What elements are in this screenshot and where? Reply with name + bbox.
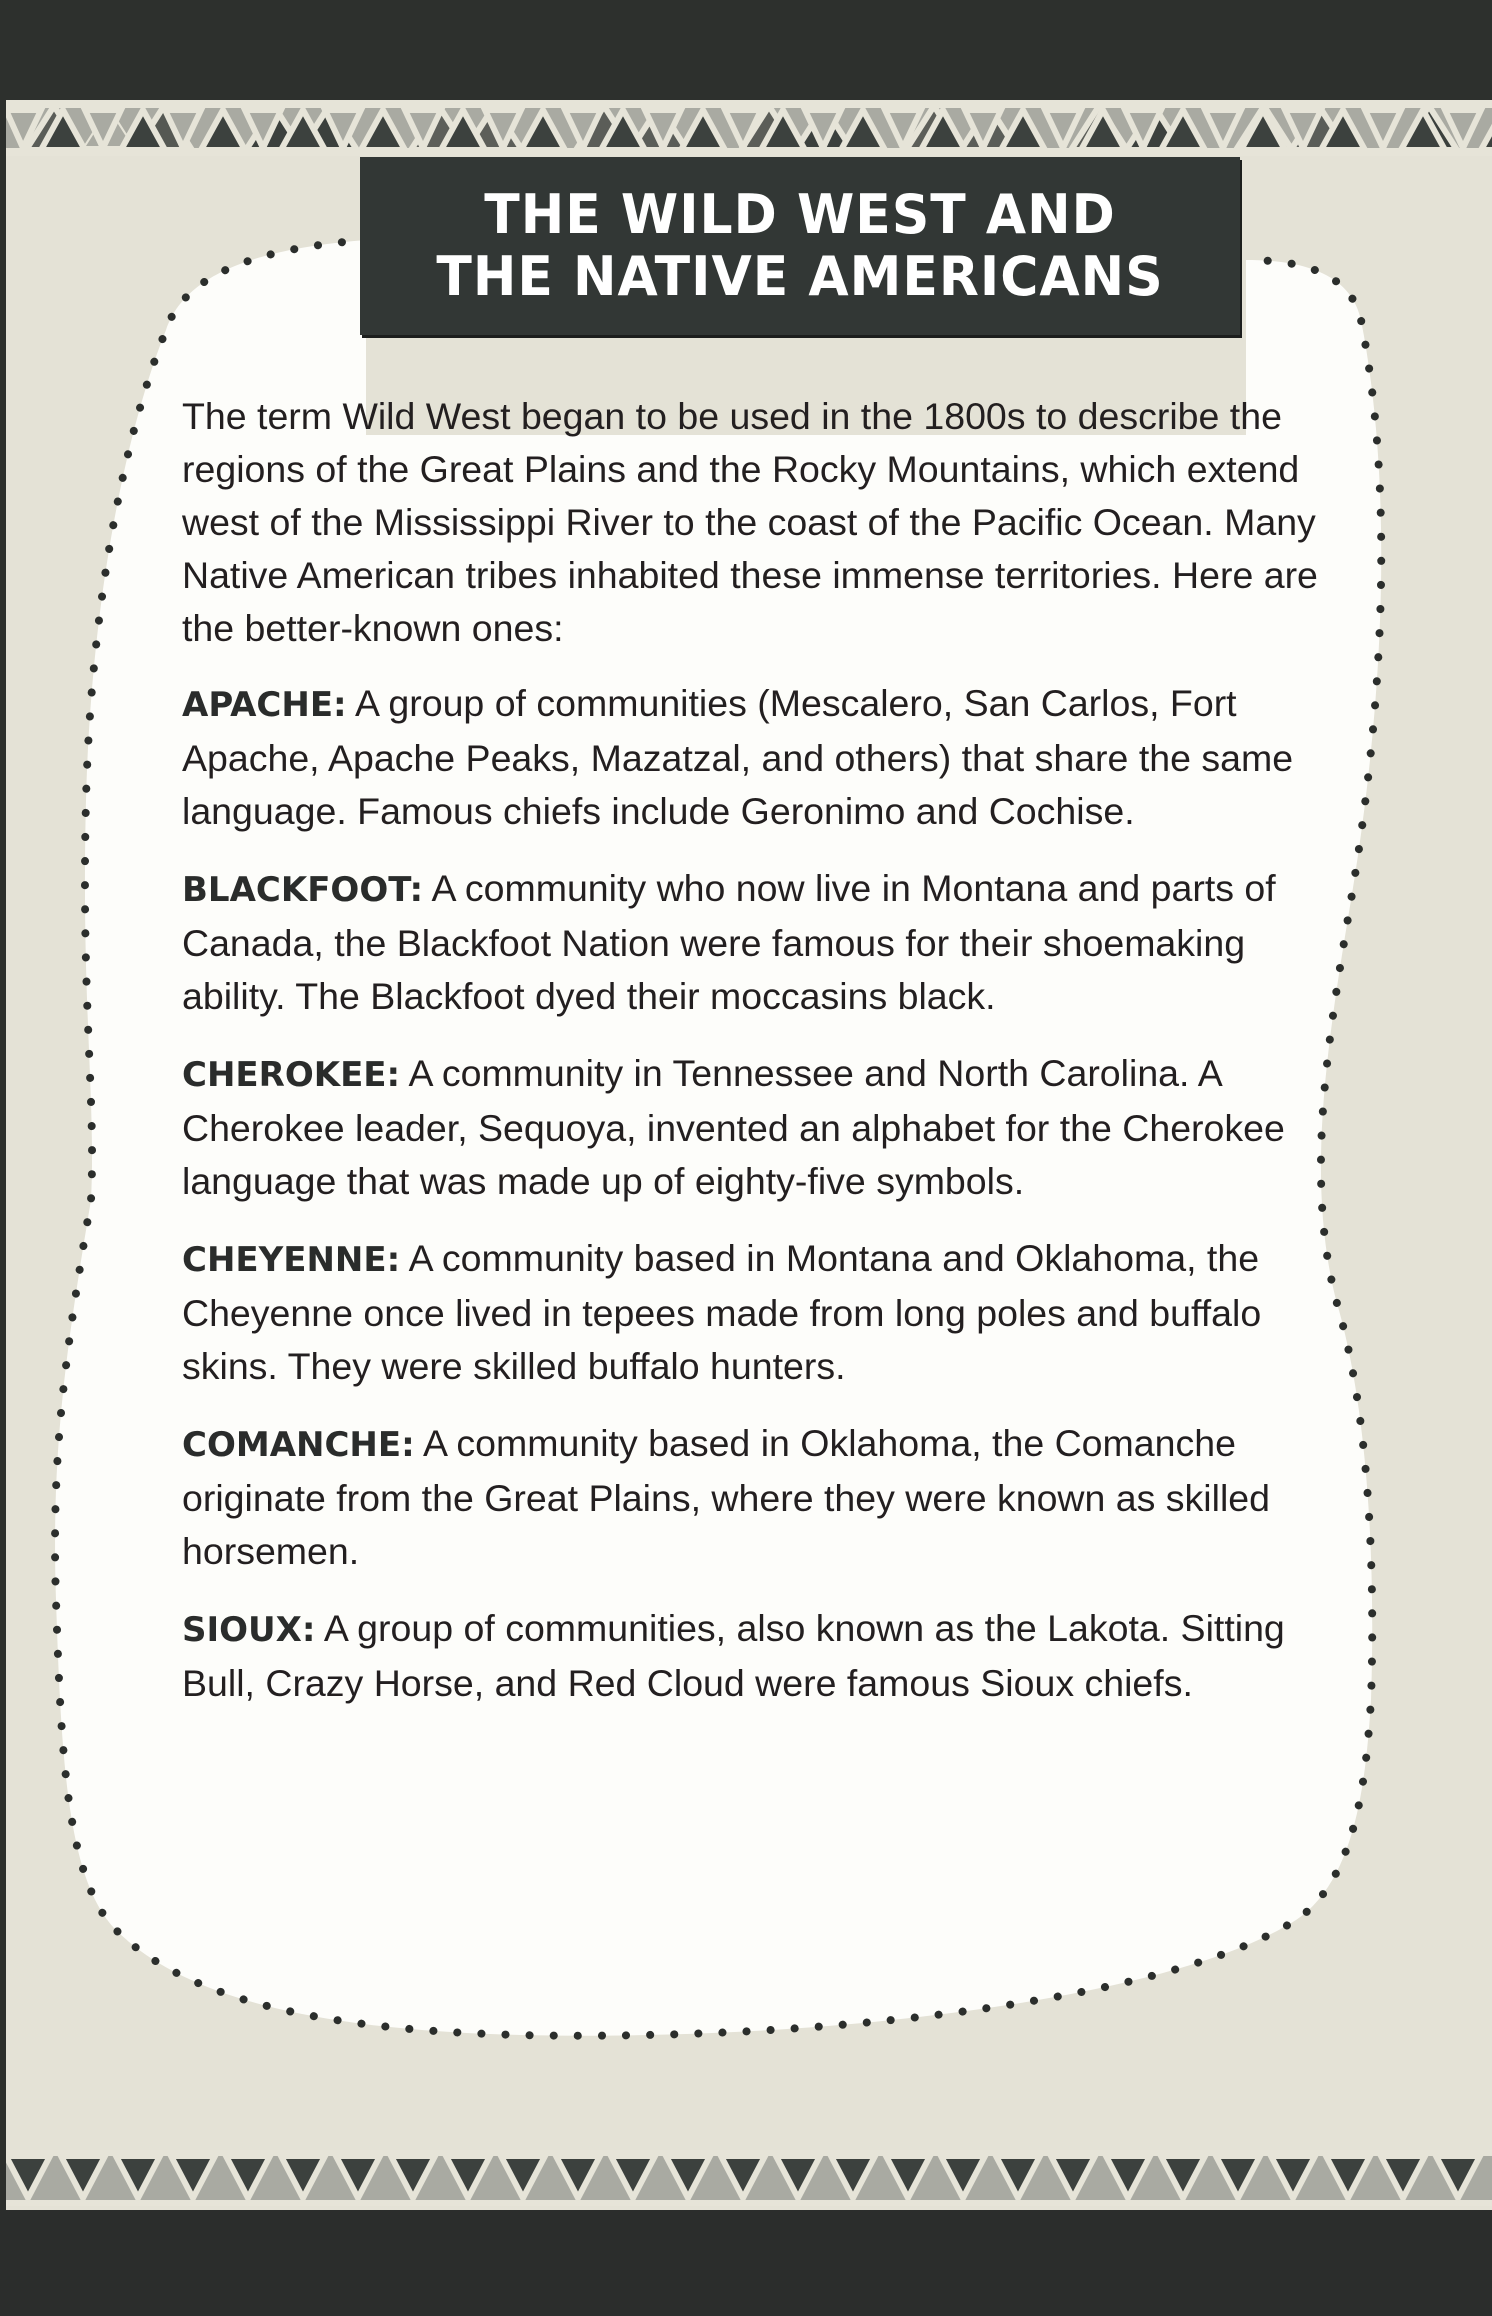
tribe-name: COMANCHE: [182, 1425, 415, 1465]
tribe-entry-cherokee [182, 1047, 1322, 1208]
tribe-name: SIOUX: [182, 1610, 316, 1650]
tribe-description: A community who now live in Montana and parts of Canada, the Blackfoot Nation were famous for their shoemaking ability. The Blackfoot dyed their moccasins black. [182, 867, 1276, 1017]
tribe-name: CHEROKEE: [182, 1055, 401, 1095]
tribe-entry-cheyenne [182, 1232, 1322, 1393]
article-body [182, 390, 1322, 1734]
title-banner [360, 157, 1240, 335]
triangle-pattern-down-icon [6, 2150, 1492, 2206]
tribe-description: A community based in Montana and Oklahoma, the Cheyenne once lived in tepees made from long poles and buffalo skins. They were skilled buffalo hunters. [182, 1237, 1262, 1387]
tribe-description: A group of communities (Mescalero, San Carlos, Fort Apache, Apache Peaks, Mazatzal, and others) that share the same language. Famous chiefs include Geronimo and Cochise. [182, 682, 1294, 832]
tribe-name: APACHE: [182, 685, 347, 725]
tribe-name: CHEYENNE: [182, 1240, 401, 1280]
tribe-name: BLACKFOOT: [182, 870, 424, 910]
tribe-description: A community based in Oklahoma, the Comanche originate from the Great Plains, where they were known as skilled horsemen. [182, 1422, 1271, 1572]
page-title-line-2: THE NATIVE AMERICANS [436, 245, 1164, 309]
page-title-line-1: THE WILD WEST AND [484, 183, 1116, 247]
top-dark-band [0, 0, 1492, 100]
bottom-dark-band [0, 2210, 1492, 2316]
tribe-description: A group of communities, also known as the Lakota. Sitting Bull, Crazy Horse, and Red Cloud were famous Sioux chiefs. [182, 1607, 1285, 1704]
tribe-entry-comanche [182, 1417, 1322, 1578]
tribe-entry-apache [182, 677, 1322, 838]
bottom-triangle-border [6, 2150, 1492, 2206]
intro-paragraph: The term Wild West began to be used in the 1800s to describe the regions of the Great Plains and the Rocky Mountains, which extend west of the Mississippi River to the coast of the Pacific Ocean. Many Native American tribes inhabited these immense territories. Here are the better-known ones: [182, 395, 1318, 649]
tribe-description: A community in Tennessee and North Carolina. A Cherokee leader, Sequoya, invented an alphabet for the Cherokee language that was made up of eighty-five symbols. [182, 1052, 1285, 1202]
tribe-entry-sioux [182, 1602, 1322, 1710]
tribe-entry-blackfoot [182, 862, 1322, 1023]
